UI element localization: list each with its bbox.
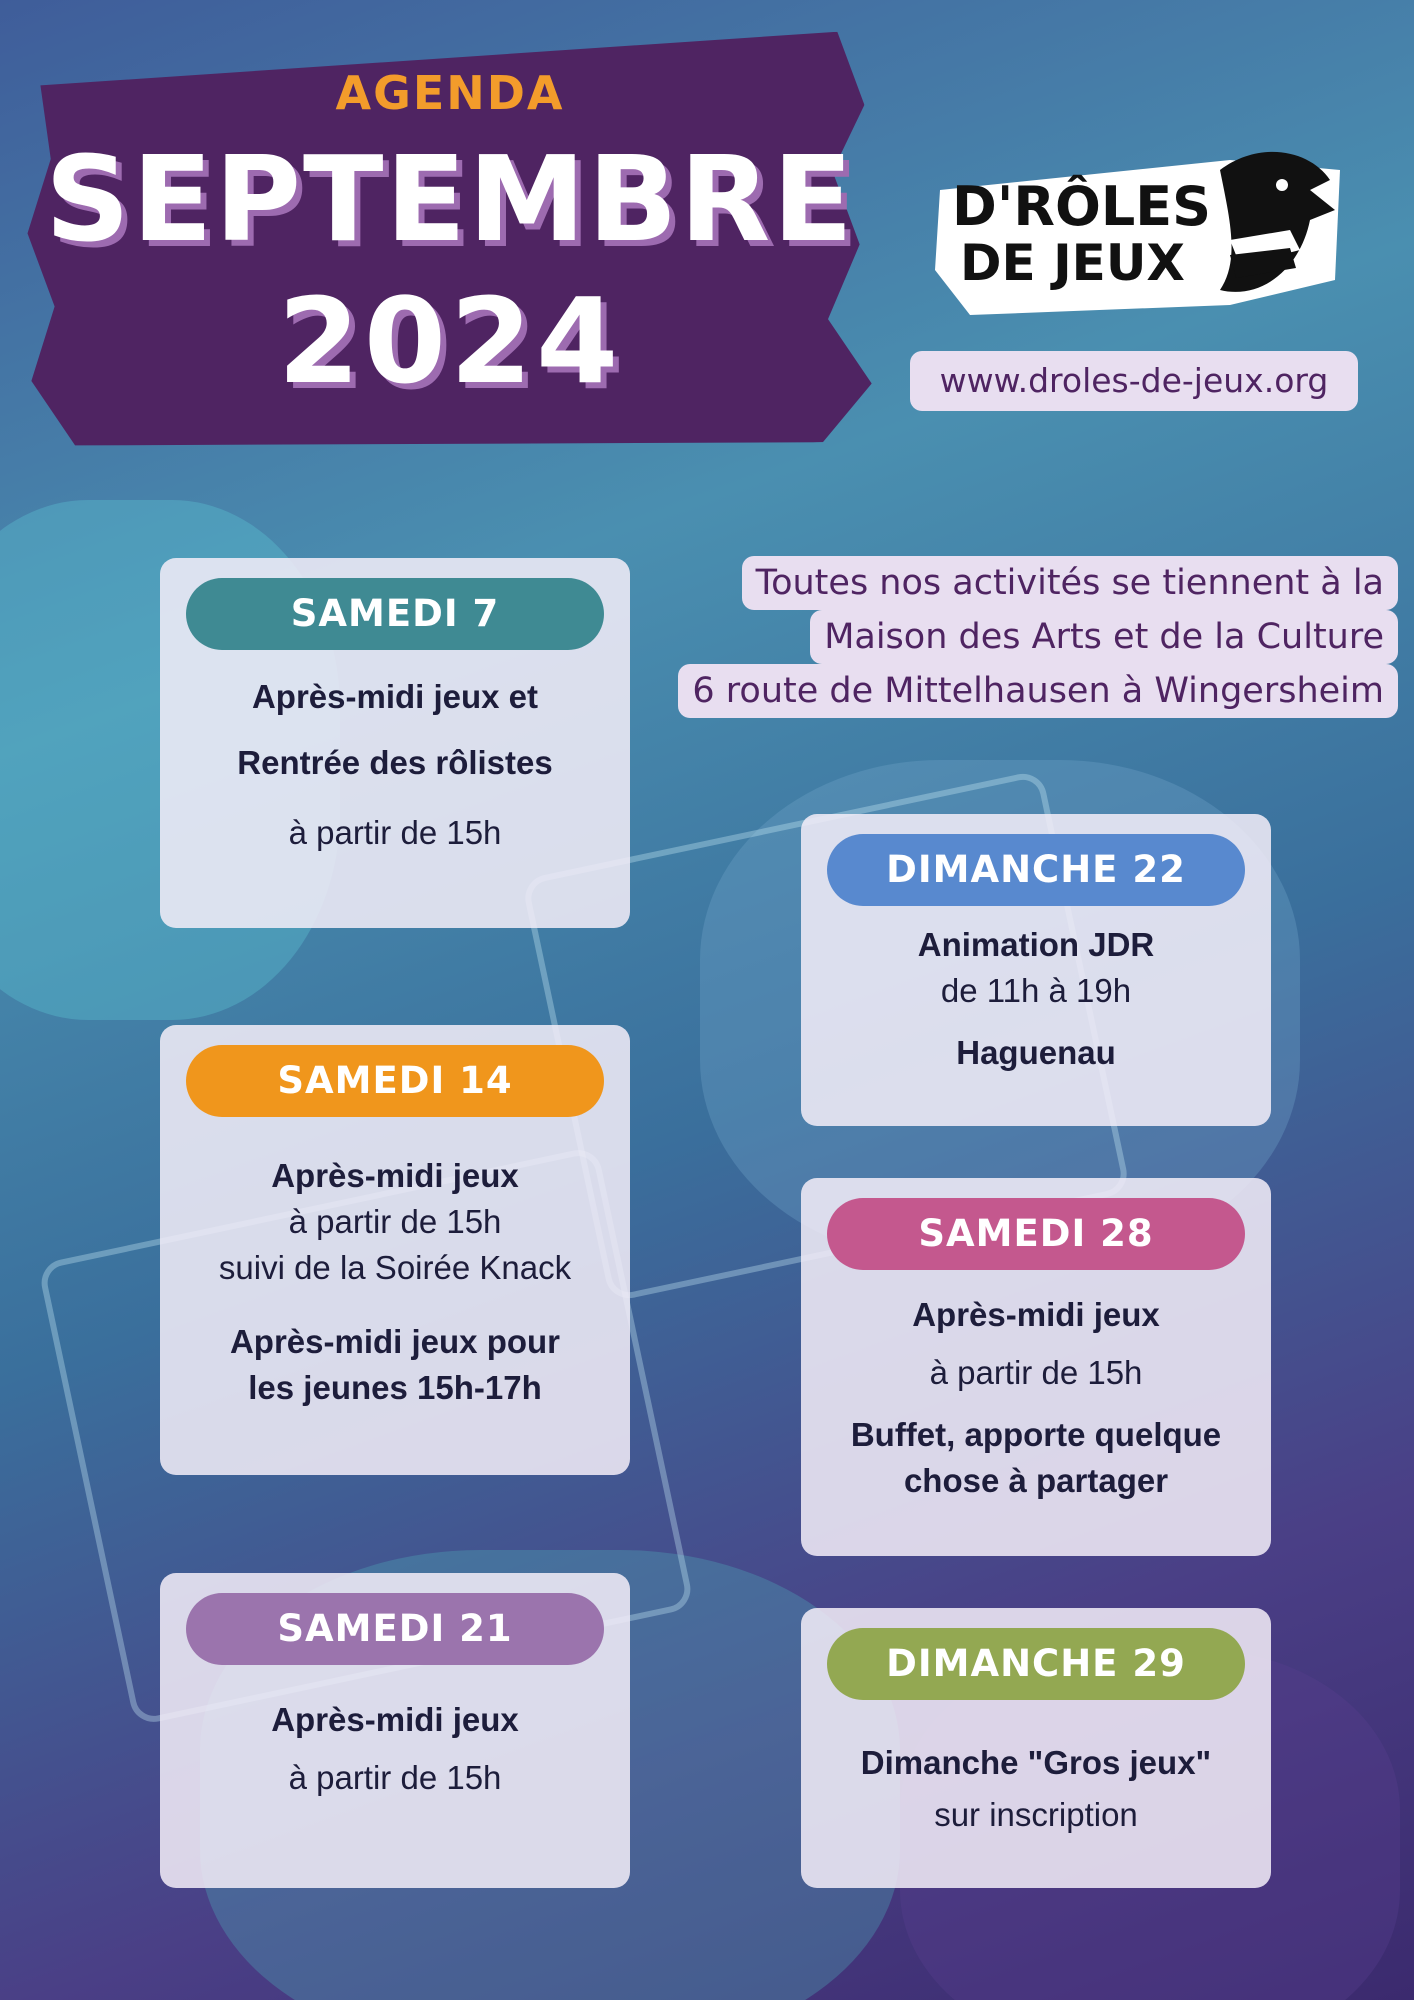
agenda-label: AGENDA [335, 66, 565, 120]
event-card-samedi-28 [801, 1178, 1271, 1556]
event-line: Dimanche "Gros jeux" [860, 1744, 1212, 1781]
event-date-pill: SAMEDI 14 [186, 1045, 604, 1117]
month-title: SEPTEMBRE [44, 130, 855, 268]
info-line-2: Maison des Arts et de la Culture [810, 610, 1398, 664]
event-card-samedi-21 [160, 1573, 630, 1888]
event-line: à partir de 15h [288, 814, 502, 851]
event-line: sur inscription [934, 1796, 1138, 1833]
event-line: Rentrée des rôlistes [237, 744, 553, 781]
logo-graphic [930, 130, 1350, 330]
event-line: Haguenau [956, 1034, 1116, 1071]
event-line: Après-midi jeux [271, 1701, 519, 1738]
event-card-dimanche-29 [801, 1608, 1271, 1888]
event-line: à partir de 15h [288, 1203, 502, 1240]
logo-line2: DE JEUX [960, 234, 1185, 292]
event-date-pill: DIMANCHE 29 [827, 1628, 1245, 1700]
logo-line1: D'RÔLES [952, 175, 1212, 238]
year-title: 2024 [277, 272, 623, 410]
event-line: suivi de la Soirée Knack [218, 1249, 572, 1286]
event-line: Après-midi jeux et [251, 678, 539, 715]
event-date-pill: SAMEDI 7 [186, 578, 604, 650]
event-line: de 11h à 19h [940, 972, 1132, 1009]
event-date-pill: SAMEDI 28 [827, 1198, 1245, 1270]
event-line: Après-midi jeux pour [229, 1323, 561, 1360]
event-line: Après-midi jeux [271, 1157, 519, 1194]
event-line: Animation JDR [917, 926, 1155, 963]
event-card-dimanche-22 [801, 814, 1271, 1126]
event-line: à partir de 15h [288, 1759, 502, 1796]
info-line-3: 6 route de Mittelhausen à Wingersheim [678, 664, 1398, 718]
event-line: les jeunes 15h-17h [248, 1369, 542, 1406]
event-card-samedi-14 [160, 1025, 630, 1475]
event-card-samedi-7 [160, 558, 630, 928]
website-link[interactable]: www.droles-de-jeux.org [910, 351, 1358, 411]
event-line: Après-midi jeux [912, 1296, 1160, 1333]
event-line: chose à partager [903, 1462, 1169, 1499]
venue-info [678, 556, 1398, 718]
event-line: Buffet, apporte quelque [850, 1416, 1222, 1453]
info-line-1: Toutes nos activités se tiennent à la [742, 556, 1398, 610]
droles-de-jeux-logo [930, 130, 1350, 330]
event-line: à partir de 15h [929, 1354, 1143, 1391]
event-date-pill: SAMEDI 21 [186, 1593, 604, 1665]
event-date-pill: DIMANCHE 22 [827, 834, 1245, 906]
